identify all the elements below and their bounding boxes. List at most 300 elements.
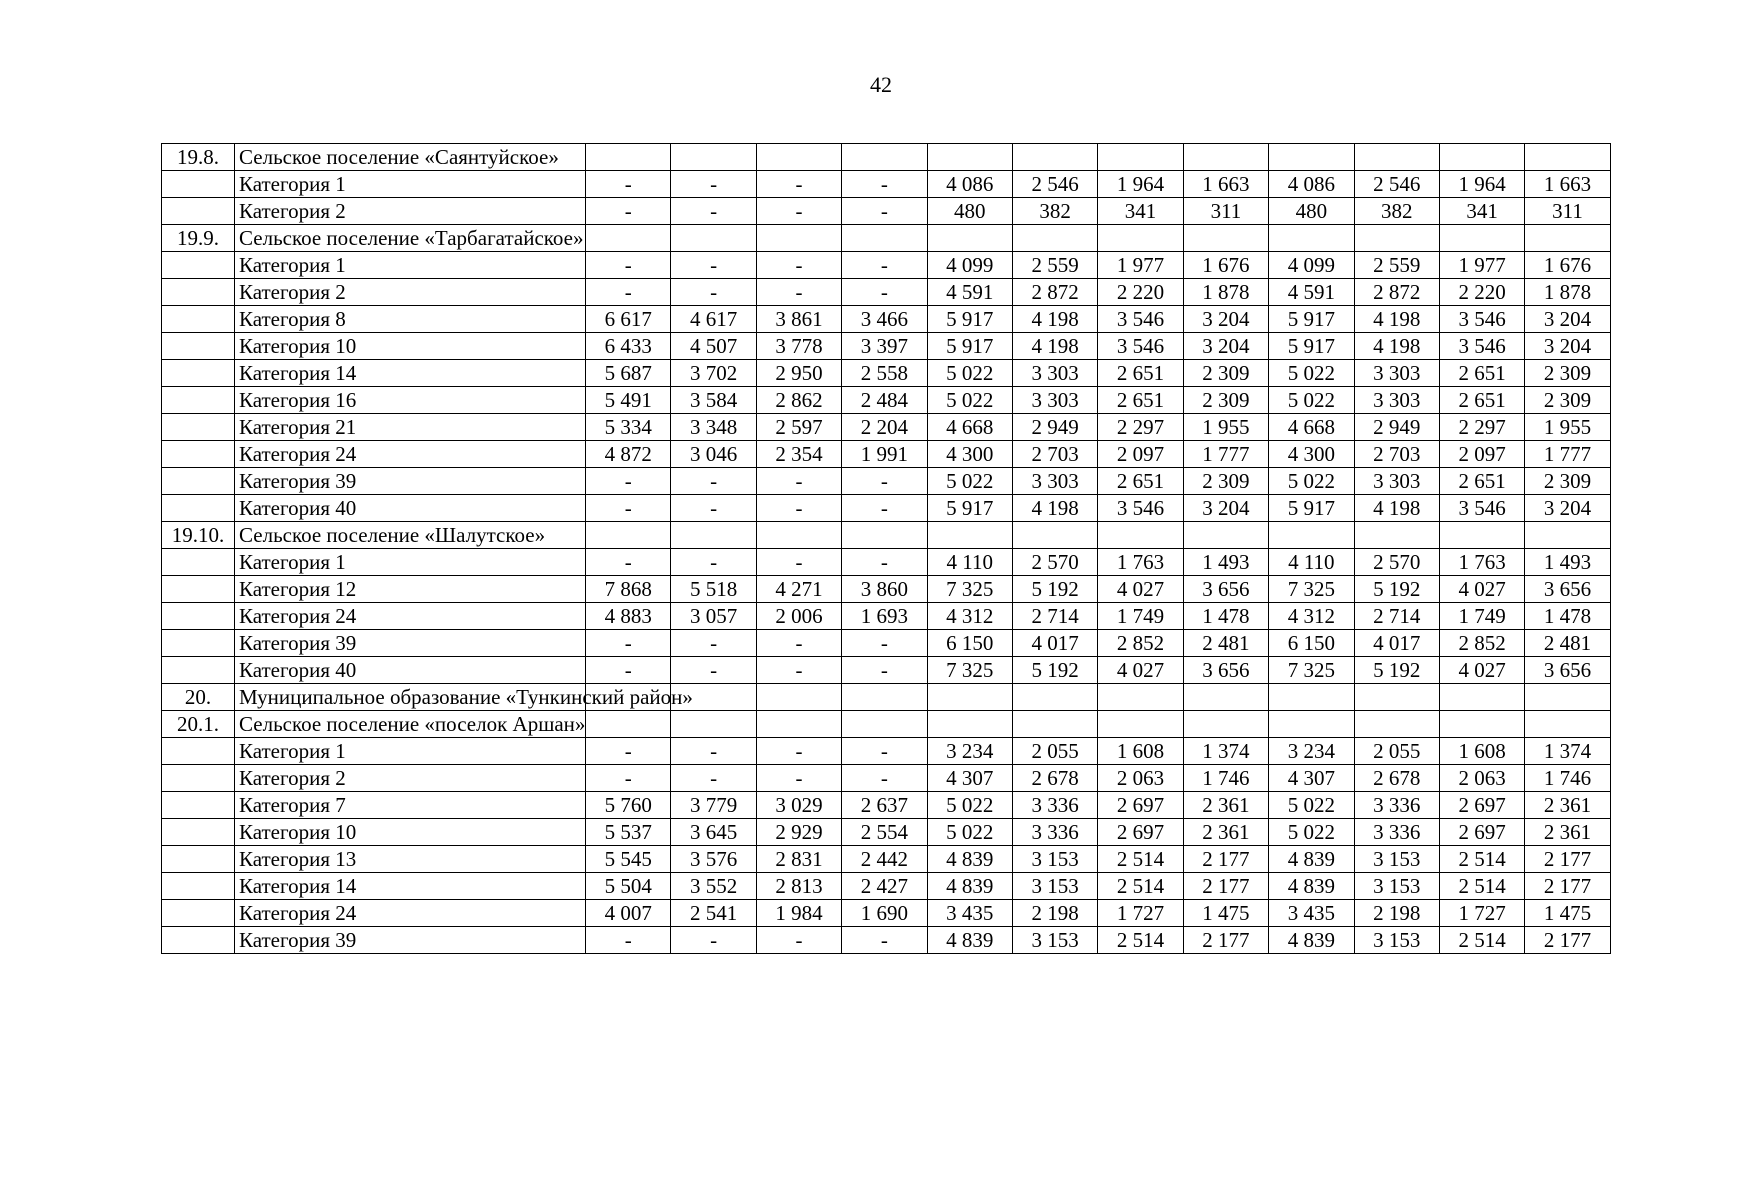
value-cell: 1 955 [1525, 414, 1610, 441]
value-cell: 3 546 [1439, 333, 1524, 360]
value-cell: - [671, 171, 756, 198]
value-cell: 2 055 [1354, 738, 1439, 765]
value-cell: 2 309 [1525, 360, 1610, 387]
value-cell: 2 697 [1098, 819, 1183, 846]
value-cell: 4 872 [586, 441, 671, 468]
row-code: 19.8. [162, 144, 235, 171]
value-cell: 2 678 [1012, 765, 1097, 792]
value-cell: 5 022 [927, 792, 1012, 819]
category-name: Категория 13 [235, 846, 586, 873]
value-cell: 3 552 [671, 873, 756, 900]
value-cell: 3 303 [1354, 387, 1439, 414]
value-cell [586, 522, 671, 549]
value-cell: 5 518 [671, 576, 756, 603]
value-cell: 7 325 [1269, 576, 1354, 603]
value-cell: 311 [1183, 198, 1268, 225]
value-cell: 4 307 [927, 765, 1012, 792]
value-cell: 1 977 [1098, 252, 1183, 279]
value-cell: 3 057 [671, 603, 756, 630]
row-code [162, 576, 235, 603]
value-cell [671, 225, 756, 252]
value-cell: 4 110 [927, 549, 1012, 576]
category-name: Категория 39 [235, 468, 586, 495]
section-name: Сельское поселение «поселок Аршан» [235, 711, 586, 738]
table-row [162, 630, 1611, 657]
row-code [162, 171, 235, 198]
value-cell: 2 484 [842, 387, 927, 414]
value-cell: 2 697 [1439, 819, 1524, 846]
value-cell: - [756, 630, 841, 657]
row-code [162, 603, 235, 630]
value-cell: 3 336 [1012, 819, 1097, 846]
table-row [162, 873, 1611, 900]
row-code [162, 846, 235, 873]
value-cell: 7 325 [927, 576, 1012, 603]
value-cell: 1 374 [1525, 738, 1610, 765]
value-cell: - [842, 765, 927, 792]
value-cell: 3 861 [756, 306, 841, 333]
value-cell: - [671, 630, 756, 657]
value-cell: - [586, 738, 671, 765]
value-cell: 2 514 [1098, 927, 1183, 954]
value-cell: 2 651 [1439, 468, 1524, 495]
tariff-table [161, 143, 1611, 954]
value-cell [1269, 684, 1354, 711]
value-cell: 2 637 [842, 792, 927, 819]
value-cell: 3 778 [756, 333, 841, 360]
value-cell: 2 852 [1439, 630, 1524, 657]
value-cell: 3 303 [1012, 468, 1097, 495]
value-cell: 2 546 [1012, 171, 1097, 198]
section-row [162, 522, 1611, 549]
value-cell [1098, 225, 1183, 252]
value-cell: 2 714 [1354, 603, 1439, 630]
row-code [162, 387, 235, 414]
value-cell: 4 027 [1439, 657, 1524, 684]
value-cell: 2 006 [756, 603, 841, 630]
table-row [162, 468, 1611, 495]
value-cell: 7 325 [1269, 657, 1354, 684]
value-cell: 2 554 [842, 819, 927, 846]
value-cell: 3 656 [1183, 576, 1268, 603]
value-cell: 2 220 [1439, 279, 1524, 306]
value-cell: 3 546 [1439, 495, 1524, 522]
value-cell: 4 027 [1098, 657, 1183, 684]
row-code [162, 468, 235, 495]
value-cell: 1 878 [1525, 279, 1610, 306]
category-name: Категория 1 [235, 549, 586, 576]
value-cell: 4 312 [1269, 603, 1354, 630]
value-cell [1439, 144, 1524, 171]
value-cell: 3 656 [1183, 657, 1268, 684]
value-cell: - [671, 252, 756, 279]
value-cell: - [756, 657, 841, 684]
value-cell [1525, 144, 1610, 171]
value-cell [1439, 522, 1524, 549]
category-name: Категория 10 [235, 333, 586, 360]
value-cell [1354, 144, 1439, 171]
value-cell: - [756, 738, 841, 765]
table-row [162, 198, 1611, 225]
value-cell: 1 493 [1525, 549, 1610, 576]
table-row [162, 441, 1611, 468]
value-cell: 3 546 [1439, 306, 1524, 333]
category-name: Категория 40 [235, 657, 586, 684]
value-cell: - [842, 198, 927, 225]
value-cell: - [842, 738, 927, 765]
value-cell [842, 225, 927, 252]
value-cell: 5 545 [586, 846, 671, 873]
value-cell: 1 475 [1525, 900, 1610, 927]
value-cell: 2 361 [1183, 819, 1268, 846]
value-cell: 3 336 [1012, 792, 1097, 819]
value-cell: - [586, 657, 671, 684]
value-cell: 1 663 [1183, 171, 1268, 198]
category-name: Категория 24 [235, 441, 586, 468]
value-cell: 1 663 [1525, 171, 1610, 198]
value-cell: 4 839 [927, 927, 1012, 954]
value-cell: 2 872 [1012, 279, 1097, 306]
value-cell: - [586, 171, 671, 198]
section-row [162, 225, 1611, 252]
value-cell: - [756, 279, 841, 306]
value-cell [1183, 522, 1268, 549]
value-cell: - [842, 252, 927, 279]
value-cell: 3 860 [842, 576, 927, 603]
value-cell [756, 684, 841, 711]
table-row [162, 495, 1611, 522]
value-cell: - [842, 549, 927, 576]
value-cell: 3 303 [1354, 360, 1439, 387]
value-cell [1012, 522, 1097, 549]
row-code [162, 549, 235, 576]
table-row [162, 333, 1611, 360]
value-cell: 2 063 [1098, 765, 1183, 792]
value-cell: 1 676 [1183, 252, 1268, 279]
value-cell [1183, 144, 1268, 171]
value-cell: - [842, 468, 927, 495]
value-cell: 7 325 [927, 657, 1012, 684]
value-cell: 2 929 [756, 819, 841, 846]
value-cell: 5 917 [927, 333, 1012, 360]
value-cell: - [756, 171, 841, 198]
value-cell: 4 198 [1354, 306, 1439, 333]
value-cell: 5 687 [586, 360, 671, 387]
value-cell: - [671, 657, 756, 684]
table-row [162, 306, 1611, 333]
value-cell: 2 813 [756, 873, 841, 900]
value-cell: 6 150 [1269, 630, 1354, 657]
row-code [162, 198, 235, 225]
value-cell: 4 839 [927, 873, 1012, 900]
value-cell: 1 984 [756, 900, 841, 927]
value-cell [842, 711, 927, 738]
value-cell: - [586, 549, 671, 576]
page-number: 42 [870, 72, 892, 97]
value-cell: 4 312 [927, 603, 1012, 630]
value-cell: - [756, 252, 841, 279]
value-cell: - [586, 279, 671, 306]
value-cell [927, 144, 1012, 171]
value-cell [756, 144, 841, 171]
value-cell: 2 361 [1525, 819, 1610, 846]
value-cell: 3 336 [1354, 819, 1439, 846]
value-cell: 3 153 [1012, 927, 1097, 954]
value-cell: - [842, 495, 927, 522]
section-name: Сельское поселение «Саянтуйское» [235, 144, 586, 171]
value-cell: 2 177 [1183, 927, 1268, 954]
value-cell: 3 303 [1012, 387, 1097, 414]
value-cell: 4 591 [1269, 279, 1354, 306]
value-cell: 3 336 [1354, 792, 1439, 819]
value-cell: 1 478 [1525, 603, 1610, 630]
value-cell: 5 760 [586, 792, 671, 819]
value-cell: 5 917 [927, 306, 1012, 333]
value-cell [756, 522, 841, 549]
value-cell [1269, 225, 1354, 252]
value-cell: 6 150 [927, 630, 1012, 657]
value-cell: - [756, 765, 841, 792]
value-cell: 2 703 [1012, 441, 1097, 468]
value-cell: 3 153 [1012, 873, 1097, 900]
value-cell: 1 475 [1183, 900, 1268, 927]
value-cell: - [756, 927, 841, 954]
table-row [162, 549, 1611, 576]
value-cell: 1 964 [1098, 171, 1183, 198]
value-cell: - [671, 549, 756, 576]
row-code [162, 792, 235, 819]
value-cell: 1 991 [842, 441, 927, 468]
value-cell: 2 361 [1183, 792, 1268, 819]
value-cell: 3 702 [671, 360, 756, 387]
value-cell: - [756, 495, 841, 522]
value-cell: - [842, 279, 927, 306]
value-cell: 2 481 [1183, 630, 1268, 657]
value-cell: 3 204 [1183, 306, 1268, 333]
table-row [162, 252, 1611, 279]
value-cell: 1 478 [1183, 603, 1268, 630]
value-cell [927, 225, 1012, 252]
value-cell: 4 086 [1269, 171, 1354, 198]
value-cell: 5 022 [1269, 387, 1354, 414]
value-cell: 4 027 [1439, 576, 1524, 603]
value-cell: 4 668 [927, 414, 1012, 441]
value-cell: 3 546 [1098, 333, 1183, 360]
value-cell: 2 862 [756, 387, 841, 414]
value-cell: 2 361 [1525, 792, 1610, 819]
value-cell: 5 917 [1269, 306, 1354, 333]
value-cell: 382 [1354, 198, 1439, 225]
value-cell [1012, 711, 1097, 738]
value-cell [1439, 711, 1524, 738]
value-cell: 5 192 [1012, 657, 1097, 684]
value-cell: 4 591 [927, 279, 1012, 306]
category-name: Категория 1 [235, 171, 586, 198]
value-cell: 3 029 [756, 792, 841, 819]
table-row [162, 765, 1611, 792]
value-cell: 4 198 [1012, 333, 1097, 360]
value-cell: 3 153 [1012, 846, 1097, 873]
row-code [162, 873, 235, 900]
value-cell: 3 435 [927, 900, 1012, 927]
value-cell: 1 608 [1439, 738, 1524, 765]
value-cell: 2 097 [1439, 441, 1524, 468]
value-cell: - [586, 198, 671, 225]
category-name: Категория 8 [235, 306, 586, 333]
value-cell: 4 017 [1354, 630, 1439, 657]
value-cell: 2 309 [1183, 387, 1268, 414]
value-cell: - [586, 495, 671, 522]
value-cell [756, 711, 841, 738]
value-cell: 3 046 [671, 441, 756, 468]
value-cell [1439, 225, 1524, 252]
row-code [162, 765, 235, 792]
value-cell: - [671, 927, 756, 954]
value-cell: 4 839 [1269, 927, 1354, 954]
category-name: Категория 14 [235, 873, 586, 900]
value-cell: 1 777 [1183, 441, 1268, 468]
category-name: Категория 2 [235, 279, 586, 306]
section-name: Сельское поселение «Тарбагатайское» [235, 225, 586, 252]
value-cell: 2 872 [1354, 279, 1439, 306]
value-cell: 3 303 [1354, 468, 1439, 495]
value-cell: 1 374 [1183, 738, 1268, 765]
value-cell: - [586, 468, 671, 495]
value-cell: 4 307 [1269, 765, 1354, 792]
value-cell: 3 656 [1525, 576, 1610, 603]
value-cell: 2 220 [1098, 279, 1183, 306]
value-cell: 1 676 [1525, 252, 1610, 279]
value-cell: 4 027 [1098, 576, 1183, 603]
value-cell: 4 099 [1269, 252, 1354, 279]
row-code [162, 279, 235, 306]
value-cell: 2 297 [1098, 414, 1183, 441]
row-code: 20.1. [162, 711, 235, 738]
value-cell: 2 950 [756, 360, 841, 387]
value-cell: 5 022 [927, 468, 1012, 495]
value-cell: 2 354 [756, 441, 841, 468]
value-cell: - [671, 468, 756, 495]
value-cell: 2 597 [756, 414, 841, 441]
value-cell: 3 546 [1098, 495, 1183, 522]
value-cell: 2 546 [1354, 171, 1439, 198]
table-row [162, 738, 1611, 765]
value-cell: 2 949 [1354, 414, 1439, 441]
value-cell [842, 522, 927, 549]
value-cell: - [671, 738, 756, 765]
value-cell: 382 [1012, 198, 1097, 225]
value-cell: 5 917 [1269, 495, 1354, 522]
value-cell [586, 144, 671, 171]
value-cell [1012, 144, 1097, 171]
value-cell: 2 204 [842, 414, 927, 441]
value-cell: 1 746 [1525, 765, 1610, 792]
value-cell: 2 570 [1354, 549, 1439, 576]
category-name: Категория 40 [235, 495, 586, 522]
value-cell: 2 309 [1183, 360, 1268, 387]
value-cell: 2 514 [1439, 927, 1524, 954]
category-name: Категория 24 [235, 603, 586, 630]
value-cell: 3 397 [842, 333, 927, 360]
value-cell: 3 645 [671, 819, 756, 846]
section-row [162, 144, 1611, 171]
value-cell: 1 746 [1183, 765, 1268, 792]
value-cell: 2 177 [1183, 873, 1268, 900]
value-cell: 2 309 [1525, 468, 1610, 495]
value-cell: 4 198 [1012, 306, 1097, 333]
value-cell: 2 651 [1439, 360, 1524, 387]
value-cell: 2 697 [1439, 792, 1524, 819]
value-cell [671, 522, 756, 549]
value-cell: 7 868 [586, 576, 671, 603]
value-cell: 3 779 [671, 792, 756, 819]
value-cell: 4 007 [586, 900, 671, 927]
category-name: Категория 24 [235, 900, 586, 927]
table-row [162, 387, 1611, 414]
value-cell: - [671, 495, 756, 522]
value-cell: - [586, 630, 671, 657]
row-code [162, 441, 235, 468]
value-cell: 1 749 [1098, 603, 1183, 630]
value-cell: 1 608 [1098, 738, 1183, 765]
row-code [162, 360, 235, 387]
table-row [162, 279, 1611, 306]
value-cell: 3 584 [671, 387, 756, 414]
value-cell: 4 099 [927, 252, 1012, 279]
value-cell [756, 225, 841, 252]
category-name: Категория 39 [235, 630, 586, 657]
value-cell: 2 481 [1525, 630, 1610, 657]
row-code [162, 738, 235, 765]
value-cell [1354, 711, 1439, 738]
value-cell: 2 852 [1098, 630, 1183, 657]
value-cell: 2 570 [1012, 549, 1097, 576]
value-cell: 1 763 [1439, 549, 1524, 576]
value-cell: 1 749 [1439, 603, 1524, 630]
value-cell [671, 711, 756, 738]
value-cell [1525, 711, 1610, 738]
value-cell [1012, 225, 1097, 252]
value-cell: 4 839 [1269, 873, 1354, 900]
table-row [162, 360, 1611, 387]
value-cell [927, 684, 1012, 711]
value-cell: 1 964 [1439, 171, 1524, 198]
value-cell: 2 427 [842, 873, 927, 900]
row-code: 19.10. [162, 522, 235, 549]
value-cell: 2 831 [756, 846, 841, 873]
value-cell: 4 017 [1012, 630, 1097, 657]
value-cell: 2 559 [1012, 252, 1097, 279]
value-cell: 4 271 [756, 576, 841, 603]
value-cell [842, 684, 927, 711]
category-name: Категория 7 [235, 792, 586, 819]
value-cell: 1 727 [1098, 900, 1183, 927]
section-row [162, 711, 1611, 738]
category-name: Категория 12 [235, 576, 586, 603]
value-cell: 2 514 [1439, 846, 1524, 873]
value-cell [1098, 684, 1183, 711]
value-cell: 3 576 [671, 846, 756, 873]
value-cell: 4 198 [1354, 333, 1439, 360]
value-cell: - [842, 630, 927, 657]
row-code: 19.9. [162, 225, 235, 252]
value-cell: 3 153 [1354, 873, 1439, 900]
row-code [162, 414, 235, 441]
value-cell: - [756, 549, 841, 576]
category-name: Категория 14 [235, 360, 586, 387]
value-cell: 1 493 [1183, 549, 1268, 576]
value-cell: 5 917 [1269, 333, 1354, 360]
